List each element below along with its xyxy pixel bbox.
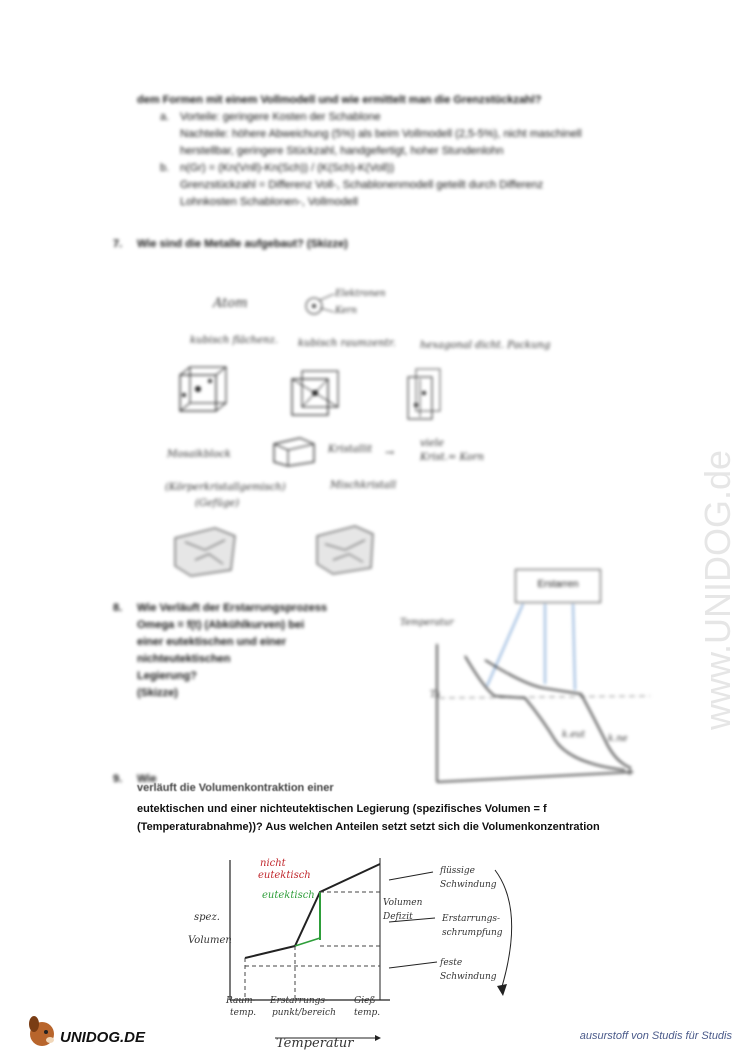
- prev-b-line2: Grenzstückzahl = Differenz Voll-, Schablonenmodell geteilt durch Differenz: [180, 179, 544, 191]
- footer-tagline: ausurstoff von Studis für Studis: [579, 1030, 732, 1042]
- label-vol-defizit2: Defizit: [383, 912, 413, 922]
- q7-text: Wie sind die Metalle aufgebaut? (Skizze): [137, 238, 348, 250]
- label-raum2: temp.: [230, 1008, 257, 1018]
- label-fest2: Schwindung: [440, 972, 497, 982]
- q8-line2: Omega = f(t) (Abkühlkurven) bei: [137, 619, 305, 631]
- label-volumen: Volumen: [188, 935, 232, 946]
- logo-text: UNIDOG.DE: [60, 1029, 146, 1046]
- q8-line1: Wie Verläuft der Erstarrungsprozess: [137, 602, 328, 614]
- prev-a-line3: herstellbar, geringere Stückzahl, handgefertigt, hoher Stundenlohn: [180, 145, 504, 157]
- label-kfz: kubisch flächenz.: [190, 335, 278, 346]
- label-kne: k.ne: [608, 734, 628, 744]
- q8-line4: nichteutektischen: [137, 653, 231, 665]
- label-gefuege2: (Gefüge): [195, 498, 240, 509]
- label-erst1: Erstarrungs-: [442, 914, 501, 924]
- label-temperatur-axis: Temperatur: [400, 618, 454, 628]
- label-eutektisch-green: eutektisch: [262, 890, 315, 901]
- kristallit-block: [270, 432, 320, 468]
- label-spez: spez.: [194, 912, 220, 923]
- label-fluessig2: Schwindung: [440, 880, 497, 890]
- label-mosaik: Mosaikblock: [167, 449, 231, 460]
- unidog-logo[interactable]: [24, 1012, 184, 1057]
- label-fest1: feste: [440, 958, 463, 968]
- label-giess1: Gieß: [354, 996, 376, 1006]
- q8-line3: einer eutektischen und einer: [137, 636, 287, 648]
- label-gefuege1: (Körperkristallgemisch): [165, 482, 286, 493]
- label-keut: k.eut: [562, 730, 586, 740]
- label-krist: Krist.: [420, 452, 448, 463]
- label-kern: Kern: [335, 306, 357, 316]
- q8-line5: Legierung?: [137, 670, 197, 682]
- grain-structure-drawings: [165, 520, 405, 580]
- volume-chart-svg: [185, 850, 565, 1050]
- label-ts: Ts: [430, 690, 440, 700]
- prev-b-line3: Lohnkosten Schablonen-, Vollmodell: [180, 196, 358, 208]
- label-fluessig1: flüssige: [440, 866, 476, 876]
- prev-a-line1: Vorteile: geringere Kosten der Schablone: [180, 111, 381, 123]
- arrow-glyph: →: [385, 446, 395, 459]
- prev-b-line1: n(Gr) = (Kn(Vnll)-Kn(Sch)) / (K(Sch)-K(Voll)): [180, 162, 395, 174]
- label-hdp: hexagonal dicht. Packung: [420, 340, 551, 351]
- label-raum1: Raum-: [226, 996, 256, 1006]
- label-eutektisch-red: eutektisch: [258, 870, 311, 881]
- label-elektron: Elektronen: [335, 289, 386, 299]
- prev-a-label: a.: [160, 111, 170, 123]
- label-temperatur: Temperatur: [276, 1036, 354, 1051]
- q9-line3: (Temperaturabnahme))? Aus welchen Anteilen setzt setzt sich die Volumenkonzentration: [137, 821, 600, 833]
- label-erstarr2: punkt/bereich: [272, 1008, 336, 1018]
- q8-line6: (Skizze): [137, 687, 178, 699]
- prev-b-label: b.: [160, 162, 170, 174]
- label-atom: Atom: [213, 296, 248, 311]
- label-t-axis: t: [628, 768, 632, 778]
- label-kristallit: Kristallit: [328, 444, 373, 455]
- q7-number: 7.: [113, 238, 123, 250]
- watermark-text: [690, 260, 750, 740]
- crystal-lattice-drawings: [170, 365, 470, 425]
- label-korn: = Korn: [448, 452, 485, 463]
- q9-line2: eutektischen und einer nichteutektischen Legierung (spezifisches Volumen = f: [137, 803, 547, 815]
- label-viele: viele: [420, 438, 444, 449]
- dog-icon: [24, 1012, 184, 1052]
- label-misch: Mischkristall: [330, 480, 397, 491]
- q9-number: 9.: [113, 773, 123, 785]
- q9-line0: Wie: [137, 773, 157, 785]
- erstarren-box: Erstarren: [515, 569, 601, 603]
- label-erst2: schrumpfung: [442, 928, 503, 938]
- q8-number: 8.: [113, 602, 123, 614]
- prev-question-heading: dem Formen mit einem Vollmodell und wie ermittelt man die Grenzstückzahl?: [137, 94, 542, 106]
- label-krz: kubisch raumzentr.: [298, 338, 396, 349]
- watermark-label: www.UNIDOG.de: [697, 449, 738, 730]
- q9-line1: verläuft die Volumenkontraktion einer: [137, 782, 334, 794]
- label-vol-defizit1: Volumen: [383, 898, 423, 908]
- label-nicht: nicht: [260, 858, 286, 869]
- label-giess2: temp.: [354, 1008, 381, 1018]
- label-erstarr1: Erstarrungs-: [270, 996, 329, 1006]
- prev-a-line2: Nachteile: höhere Abweichung (5%) als beim Vollmodell (2,5-5%), nicht maschinell: [180, 128, 582, 140]
